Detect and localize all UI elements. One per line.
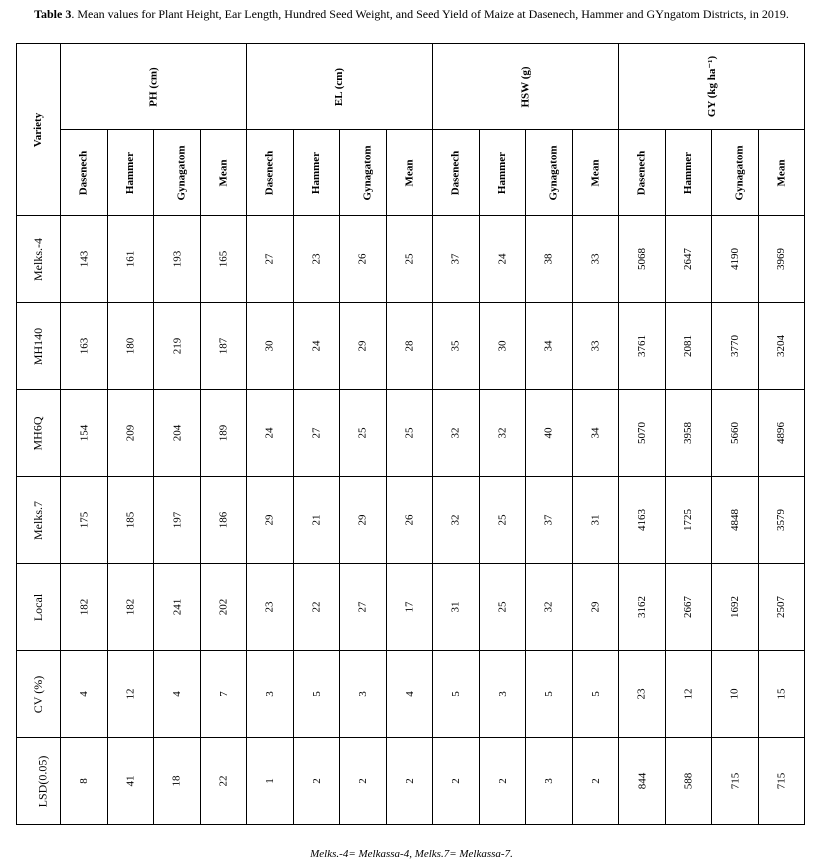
value-cell — [526, 390, 573, 477]
row-label: Melks.7 — [31, 500, 45, 540]
subheader-cell — [61, 130, 108, 216]
cell-value: 2081 — [682, 335, 695, 357]
cell-value: 1 — [263, 778, 276, 784]
cell-value: 202 — [217, 598, 230, 616]
cell-value: 2647 — [682, 248, 695, 270]
value-cell — [758, 738, 805, 825]
value-cell — [154, 477, 201, 564]
value-cell — [712, 303, 759, 390]
cell-value: 28 — [403, 340, 416, 352]
cell-value: 25 — [356, 427, 369, 439]
subheader-cell — [572, 130, 619, 216]
value-cell — [386, 477, 433, 564]
cell-value: 3 — [263, 691, 276, 697]
value-cell — [619, 738, 666, 825]
cell-value: 5 — [310, 691, 323, 697]
value-cell — [293, 651, 340, 738]
cell-value: 180 — [124, 337, 137, 355]
group-header — [619, 44, 805, 130]
cell-value: 29 — [263, 514, 276, 526]
value-cell — [479, 477, 526, 564]
value-cell — [665, 216, 712, 303]
cell-value: 3 — [356, 691, 369, 697]
row-label: Local — [30, 593, 45, 621]
value-cell — [386, 303, 433, 390]
cell-value: 161 — [124, 250, 137, 268]
subheader-label: Dasenech — [77, 150, 90, 195]
cell-value: 29 — [356, 514, 369, 526]
cell-value: 3162 — [635, 596, 648, 618]
cell-value: 4 — [170, 691, 183, 697]
cell-value: 204 — [170, 424, 183, 442]
value-cell — [340, 390, 387, 477]
value-cell — [340, 216, 387, 303]
value-cell — [526, 651, 573, 738]
cell-value: 30 — [263, 340, 276, 352]
variety-header — [17, 44, 61, 216]
row-label-cell — [17, 303, 61, 390]
value-cell — [61, 651, 108, 738]
value-cell — [433, 303, 480, 390]
value-cell — [479, 390, 526, 477]
value-cell — [61, 738, 108, 825]
cell-value: 7 — [217, 691, 230, 697]
cell-value: 3 — [542, 778, 555, 784]
cell-value: 29 — [589, 601, 602, 613]
subheader-cell — [433, 130, 480, 216]
cell-value: 186 — [217, 511, 230, 529]
cell-value: 22 — [217, 775, 230, 787]
cell-value: 3761 — [635, 335, 648, 357]
value-cell — [293, 390, 340, 477]
cell-value: 715 — [728, 772, 741, 790]
value-cell — [386, 390, 433, 477]
row-label: LSD(0.05) — [35, 755, 50, 807]
value-cell — [758, 477, 805, 564]
maize-data-table — [16, 43, 805, 825]
value-cell — [200, 390, 247, 477]
subheader-label: Hammer — [496, 151, 509, 194]
cell-value: 25 — [403, 427, 416, 439]
cell-value: 24 — [263, 427, 276, 439]
value-cell — [712, 738, 759, 825]
cell-value: 17 — [403, 601, 416, 613]
cell-value: 219 — [170, 337, 183, 355]
value-cell — [154, 738, 201, 825]
cell-value: 18 — [170, 775, 183, 787]
value-cell — [247, 303, 294, 390]
value-cell — [293, 564, 340, 651]
cell-value: 1725 — [682, 509, 695, 531]
cell-value: 29 — [356, 340, 369, 352]
cell-value: 32 — [542, 601, 555, 613]
value-cell — [154, 651, 201, 738]
cell-value: 40 — [542, 427, 555, 439]
cell-value: 30 — [496, 340, 509, 352]
value-cell — [572, 564, 619, 651]
value-cell — [433, 564, 480, 651]
cell-value: 3204 — [775, 335, 788, 357]
cell-value: 2 — [496, 778, 509, 784]
value-cell — [61, 564, 108, 651]
cell-value: 2 — [449, 778, 462, 784]
value-cell — [526, 738, 573, 825]
table-footnote: Melks.-4= Melkassa-4, Melks.7= Melkassa-7. — [310, 848, 513, 860]
cell-value: 2 — [310, 778, 323, 784]
value-cell — [247, 738, 294, 825]
cell-value: 8 — [77, 778, 90, 784]
subheader-label: Mean — [403, 159, 416, 186]
caption-text: . Mean values for Plant Height, Ear Length, Hundred Seed Weight, and Seed Yield of Maize at Dasenech, Hammer and GYngatom Districts, in 2019. — [71, 7, 789, 21]
value-cell — [479, 564, 526, 651]
value-cell — [247, 216, 294, 303]
value-cell — [758, 303, 805, 390]
value-cell — [572, 477, 619, 564]
cell-value: 12 — [124, 688, 137, 700]
cell-value: 163 — [77, 337, 90, 355]
table-row — [17, 303, 805, 390]
cell-value: 34 — [589, 427, 602, 439]
cell-value: 182 — [77, 598, 90, 616]
cell-value: 32 — [449, 427, 462, 439]
value-cell — [758, 390, 805, 477]
cell-value: 25 — [403, 253, 416, 265]
cell-value: 4848 — [728, 509, 741, 531]
cell-value: 26 — [403, 514, 416, 526]
value-cell — [107, 738, 154, 825]
cell-value: 37 — [542, 514, 555, 526]
subheader-cell — [479, 130, 526, 216]
value-cell — [107, 564, 154, 651]
cell-value: 4190 — [728, 248, 741, 270]
value-cell — [619, 564, 666, 651]
cell-value: 165 — [217, 250, 230, 268]
subheader-label: Mean — [217, 159, 230, 186]
cell-value: 23 — [310, 253, 323, 265]
value-cell — [479, 738, 526, 825]
subheader-cell — [758, 130, 805, 216]
subheader-label: Dasenech — [635, 150, 648, 195]
subheader-cell — [665, 130, 712, 216]
value-cell — [107, 390, 154, 477]
row-label-cell — [17, 216, 61, 303]
cell-value: 26 — [356, 253, 369, 265]
cell-value: 25 — [496, 514, 509, 526]
table-row — [17, 477, 805, 564]
value-cell — [107, 651, 154, 738]
cell-value: 27 — [310, 427, 323, 439]
table-row — [17, 216, 805, 303]
value-cell — [293, 303, 340, 390]
cell-value: 24 — [496, 253, 509, 265]
cell-value: 22 — [310, 601, 323, 613]
group-header — [247, 44, 433, 130]
cell-value: 5660 — [728, 422, 741, 444]
value-cell — [758, 564, 805, 651]
value-cell — [107, 477, 154, 564]
value-cell — [154, 216, 201, 303]
value-cell — [293, 477, 340, 564]
cell-value: 2 — [589, 778, 602, 784]
value-cell — [433, 651, 480, 738]
value-cell — [619, 216, 666, 303]
cell-value: 189 — [217, 424, 230, 442]
value-cell — [665, 651, 712, 738]
subheader-label: Gynagatom — [361, 145, 374, 200]
value-cell — [200, 303, 247, 390]
value-cell — [61, 216, 108, 303]
subheader-cell — [293, 130, 340, 216]
subheader-cell — [526, 130, 573, 216]
value-cell — [479, 303, 526, 390]
cell-value: 2667 — [682, 596, 695, 618]
cell-value: 23 — [263, 601, 276, 613]
value-cell — [758, 216, 805, 303]
cell-value: 34 — [542, 340, 555, 352]
cell-value: 241 — [170, 598, 183, 616]
cell-value: 10 — [728, 688, 741, 700]
cell-value: 2507 — [775, 596, 788, 618]
value-cell — [572, 651, 619, 738]
cell-value: 25 — [496, 601, 509, 613]
value-cell — [526, 303, 573, 390]
value-cell — [107, 303, 154, 390]
cell-value: 209 — [124, 424, 137, 442]
value-cell — [293, 738, 340, 825]
value-cell — [526, 216, 573, 303]
value-cell — [200, 216, 247, 303]
row-label-cell — [17, 564, 61, 651]
cell-value: 37 — [449, 253, 462, 265]
cell-value: 32 — [449, 514, 462, 526]
cell-value: 185 — [124, 511, 137, 529]
cell-value: 4163 — [635, 509, 648, 531]
row-label-cell — [17, 651, 61, 738]
cell-value: 4 — [403, 691, 416, 697]
value-cell — [572, 216, 619, 303]
value-cell — [386, 651, 433, 738]
value-cell — [107, 216, 154, 303]
value-cell — [386, 216, 433, 303]
group-header-label: GY (kg ha⁻¹) — [706, 55, 719, 118]
subheader-cell — [247, 130, 294, 216]
cell-value: 3579 — [775, 509, 788, 531]
caption-label: Table 3 — [34, 7, 72, 21]
cell-value: 187 — [217, 337, 230, 355]
value-cell — [247, 390, 294, 477]
value-cell — [572, 738, 619, 825]
cell-value: 33 — [589, 340, 602, 352]
row-label-cell — [17, 390, 61, 477]
group-header — [61, 44, 247, 130]
subheader-cell — [712, 130, 759, 216]
cell-value: 3770 — [728, 335, 741, 357]
subheader-label: Hammer — [124, 151, 137, 194]
cell-value: 588 — [682, 772, 695, 790]
value-cell — [340, 477, 387, 564]
cell-value: 31 — [589, 514, 602, 526]
value-cell — [665, 738, 712, 825]
cell-value: 35 — [449, 340, 462, 352]
value-cell — [61, 303, 108, 390]
value-cell — [247, 651, 294, 738]
value-cell — [665, 477, 712, 564]
subheader-label: Hammer — [310, 151, 323, 194]
cell-value: 15 — [775, 688, 788, 700]
table-caption — [14, 8, 809, 21]
value-cell — [712, 564, 759, 651]
row-label: MH140 — [31, 327, 45, 365]
value-cell — [619, 303, 666, 390]
value-cell — [619, 390, 666, 477]
value-cell — [712, 216, 759, 303]
value-cell — [526, 477, 573, 564]
group-header-label: EL (cm) — [333, 67, 346, 106]
cell-value: 31 — [449, 601, 462, 613]
cell-value: 23 — [635, 688, 648, 700]
subheader-label: Gynagatom — [175, 145, 188, 200]
value-cell — [386, 738, 433, 825]
row-label: MH6Q — [30, 415, 45, 451]
row-label-cell — [17, 477, 61, 564]
cell-value: 197 — [170, 511, 183, 529]
cell-value: 4 — [77, 691, 90, 697]
subheader-label: Mean — [775, 159, 788, 186]
variety-header-label: Variety — [32, 112, 45, 147]
cell-value: 27 — [263, 253, 276, 265]
value-cell — [619, 651, 666, 738]
cell-value: 4896 — [775, 422, 788, 444]
value-cell — [293, 216, 340, 303]
value-cell — [340, 303, 387, 390]
value-cell — [247, 477, 294, 564]
cell-value: 5 — [589, 691, 602, 697]
cell-value: 193 — [170, 250, 183, 268]
cell-value: 41 — [124, 775, 137, 787]
subheader-label: Mean — [589, 159, 602, 186]
table-row — [17, 738, 805, 825]
row-label: CV (%) — [30, 675, 45, 713]
value-cell — [479, 216, 526, 303]
group-header — [433, 44, 619, 130]
subheader-label: Gynagatom — [733, 145, 746, 200]
subheader-label: Gynagatom — [547, 145, 560, 200]
subheader-cell — [154, 130, 201, 216]
cell-value: 182 — [124, 598, 137, 616]
cell-value: 27 — [356, 601, 369, 613]
value-cell — [433, 390, 480, 477]
cell-value: 24 — [310, 340, 323, 352]
value-cell — [433, 477, 480, 564]
cell-value: 154 — [77, 424, 90, 442]
value-cell — [712, 651, 759, 738]
cell-value: 175 — [77, 511, 90, 529]
value-cell — [712, 477, 759, 564]
cell-value: 2 — [356, 778, 369, 784]
value-cell — [247, 564, 294, 651]
subheader-cell — [619, 130, 666, 216]
value-cell — [61, 477, 108, 564]
value-cell — [712, 390, 759, 477]
table-row — [17, 651, 805, 738]
cell-value: 3 — [496, 691, 509, 697]
subheader-cell — [340, 130, 387, 216]
cell-value: 3969 — [775, 248, 788, 270]
value-cell — [340, 564, 387, 651]
cell-value: 38 — [542, 253, 555, 265]
subheader-cell — [107, 130, 154, 216]
cell-value: 21 — [310, 514, 323, 526]
table-row — [17, 390, 805, 477]
cell-value: 715 — [775, 772, 788, 790]
subheader-label: Dasenech — [449, 150, 462, 195]
value-cell — [154, 390, 201, 477]
value-cell — [200, 738, 247, 825]
value-cell — [526, 564, 573, 651]
value-cell — [572, 390, 619, 477]
value-cell — [200, 477, 247, 564]
row-label-cell — [17, 738, 61, 825]
value-cell — [386, 564, 433, 651]
subheader-label: Hammer — [682, 151, 695, 194]
value-cell — [665, 303, 712, 390]
value-cell — [433, 216, 480, 303]
value-cell — [61, 390, 108, 477]
cell-value: 5 — [449, 691, 462, 697]
group-header-label: PH (cm) — [147, 66, 160, 107]
cell-value: 143 — [77, 250, 90, 268]
cell-value: 33 — [589, 253, 602, 265]
cell-value: 32 — [496, 427, 509, 439]
cell-value: 3958 — [682, 422, 695, 444]
cell-value: 1692 — [728, 596, 741, 618]
value-cell — [758, 651, 805, 738]
subheader-label: Dasenech — [263, 150, 276, 195]
value-cell — [200, 564, 247, 651]
value-cell — [572, 303, 619, 390]
value-cell — [340, 738, 387, 825]
subheader-cell — [386, 130, 433, 216]
cell-value: 5 — [542, 691, 555, 697]
cell-value: 844 — [635, 772, 648, 790]
cell-value: 2 — [403, 778, 416, 784]
value-cell — [619, 477, 666, 564]
value-cell — [340, 651, 387, 738]
value-cell — [154, 564, 201, 651]
cell-value: 5068 — [635, 248, 648, 270]
value-cell — [433, 738, 480, 825]
value-cell — [665, 390, 712, 477]
subheader-cell — [200, 130, 247, 216]
value-cell — [479, 651, 526, 738]
cell-value: 5070 — [635, 422, 648, 444]
table-row — [17, 564, 805, 651]
value-cell — [665, 564, 712, 651]
cell-value: 12 — [682, 688, 695, 700]
group-header-label: HSW (g) — [519, 65, 532, 108]
value-cell — [154, 303, 201, 390]
row-label: Melks.-4 — [31, 237, 45, 281]
value-cell — [200, 651, 247, 738]
